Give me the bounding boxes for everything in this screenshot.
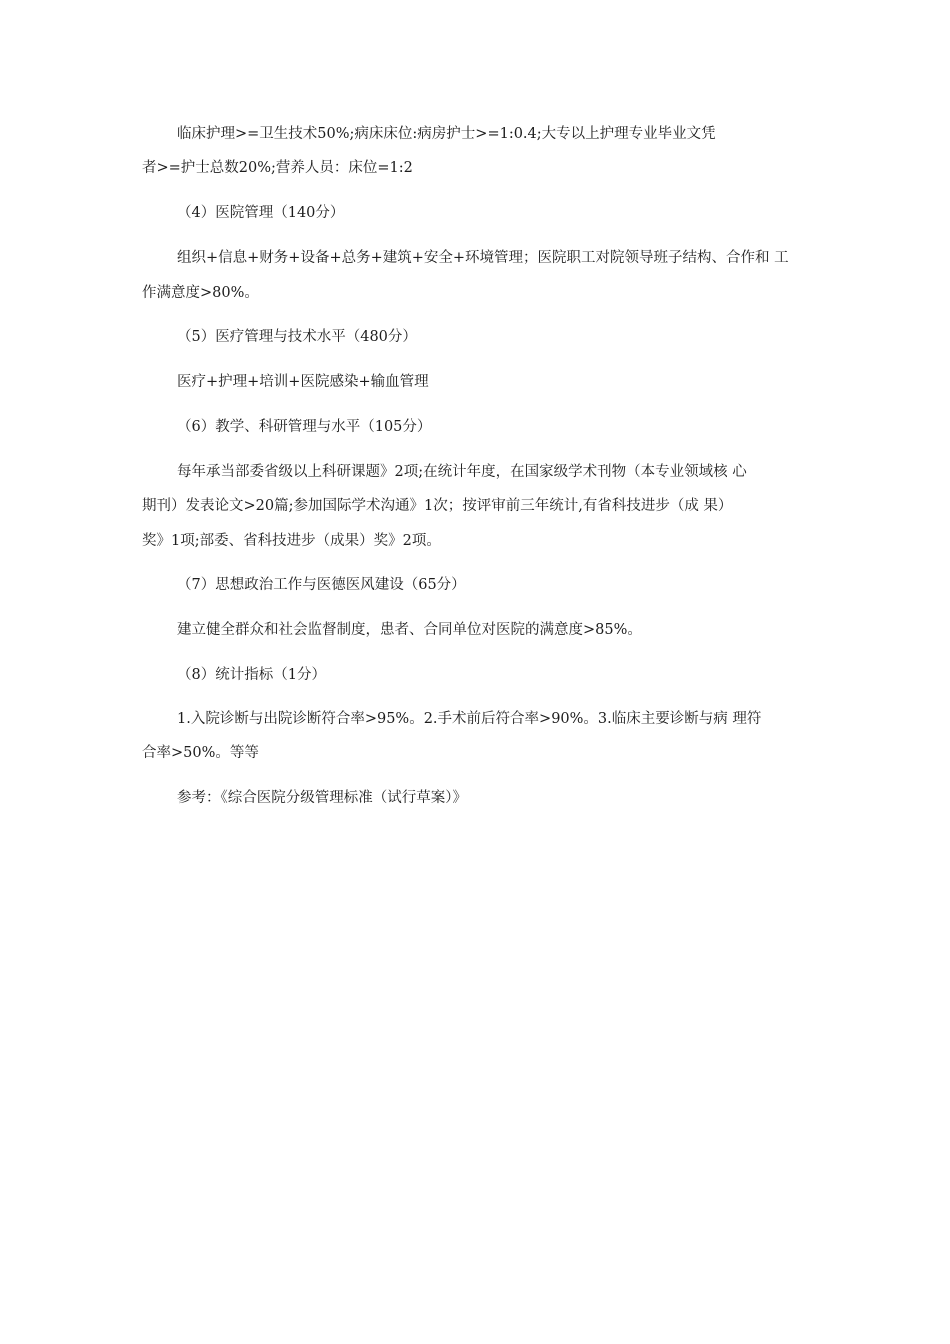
text-line: 临床护理>=卫生技术50%;病床床位:病房护士>=1:0.4;大专以上护理专业毕业文凭	[177, 126, 716, 142]
text-line: 组织+信息+财务+设备+总务+建筑+安全+环境管理；医院职工对院领导班子结构、合作和 工	[177, 250, 789, 266]
section-heading: （8）统计指标（1分）	[177, 667, 326, 683]
text-line: 奖》1项;部委、省科技进步（成果）奖》2项。	[142, 533, 441, 549]
section-heading: （6）教学、科研管理与水平（105分）	[177, 419, 432, 435]
text-line: 1.入院诊断与出院诊断符合率>95%。2.手术前后符合率>90%。3.临床主要诊断与病 理符	[177, 711, 762, 727]
text-line: 合率>50%。等等	[142, 745, 259, 761]
text-line: 建立健全群众和社会监督制度，患者、合同单位对医院的满意度>85%。	[177, 622, 642, 638]
section-heading: （4）医院管理（140分）	[177, 205, 345, 221]
section-heading: （5）医疗管理与技术水平（480分）	[177, 329, 417, 345]
text-line: 作满意度>80%。	[142, 285, 259, 301]
text-line: 医疗+护理+培训+医院感染+输血管理	[177, 374, 429, 390]
text-line: 者>=护士总数20%;营养人员：床位=1:2	[142, 160, 413, 176]
section-heading: （7）思想政治工作与医德医风建设（65分）	[177, 577, 466, 593]
text-line: 每年承当部委省级以上科研课题》2项;在统计年度，在国家级学术刊物（本专业领域核 心	[177, 464, 747, 480]
reference-line: 参考：《综合医院分级管理标准（试行草案）》	[177, 790, 467, 806]
text-line: 期刊）发表论文>20篇;参加国际学术沟通》1次；按评审前三年统计,有省科技进步（成 果）	[142, 498, 733, 514]
